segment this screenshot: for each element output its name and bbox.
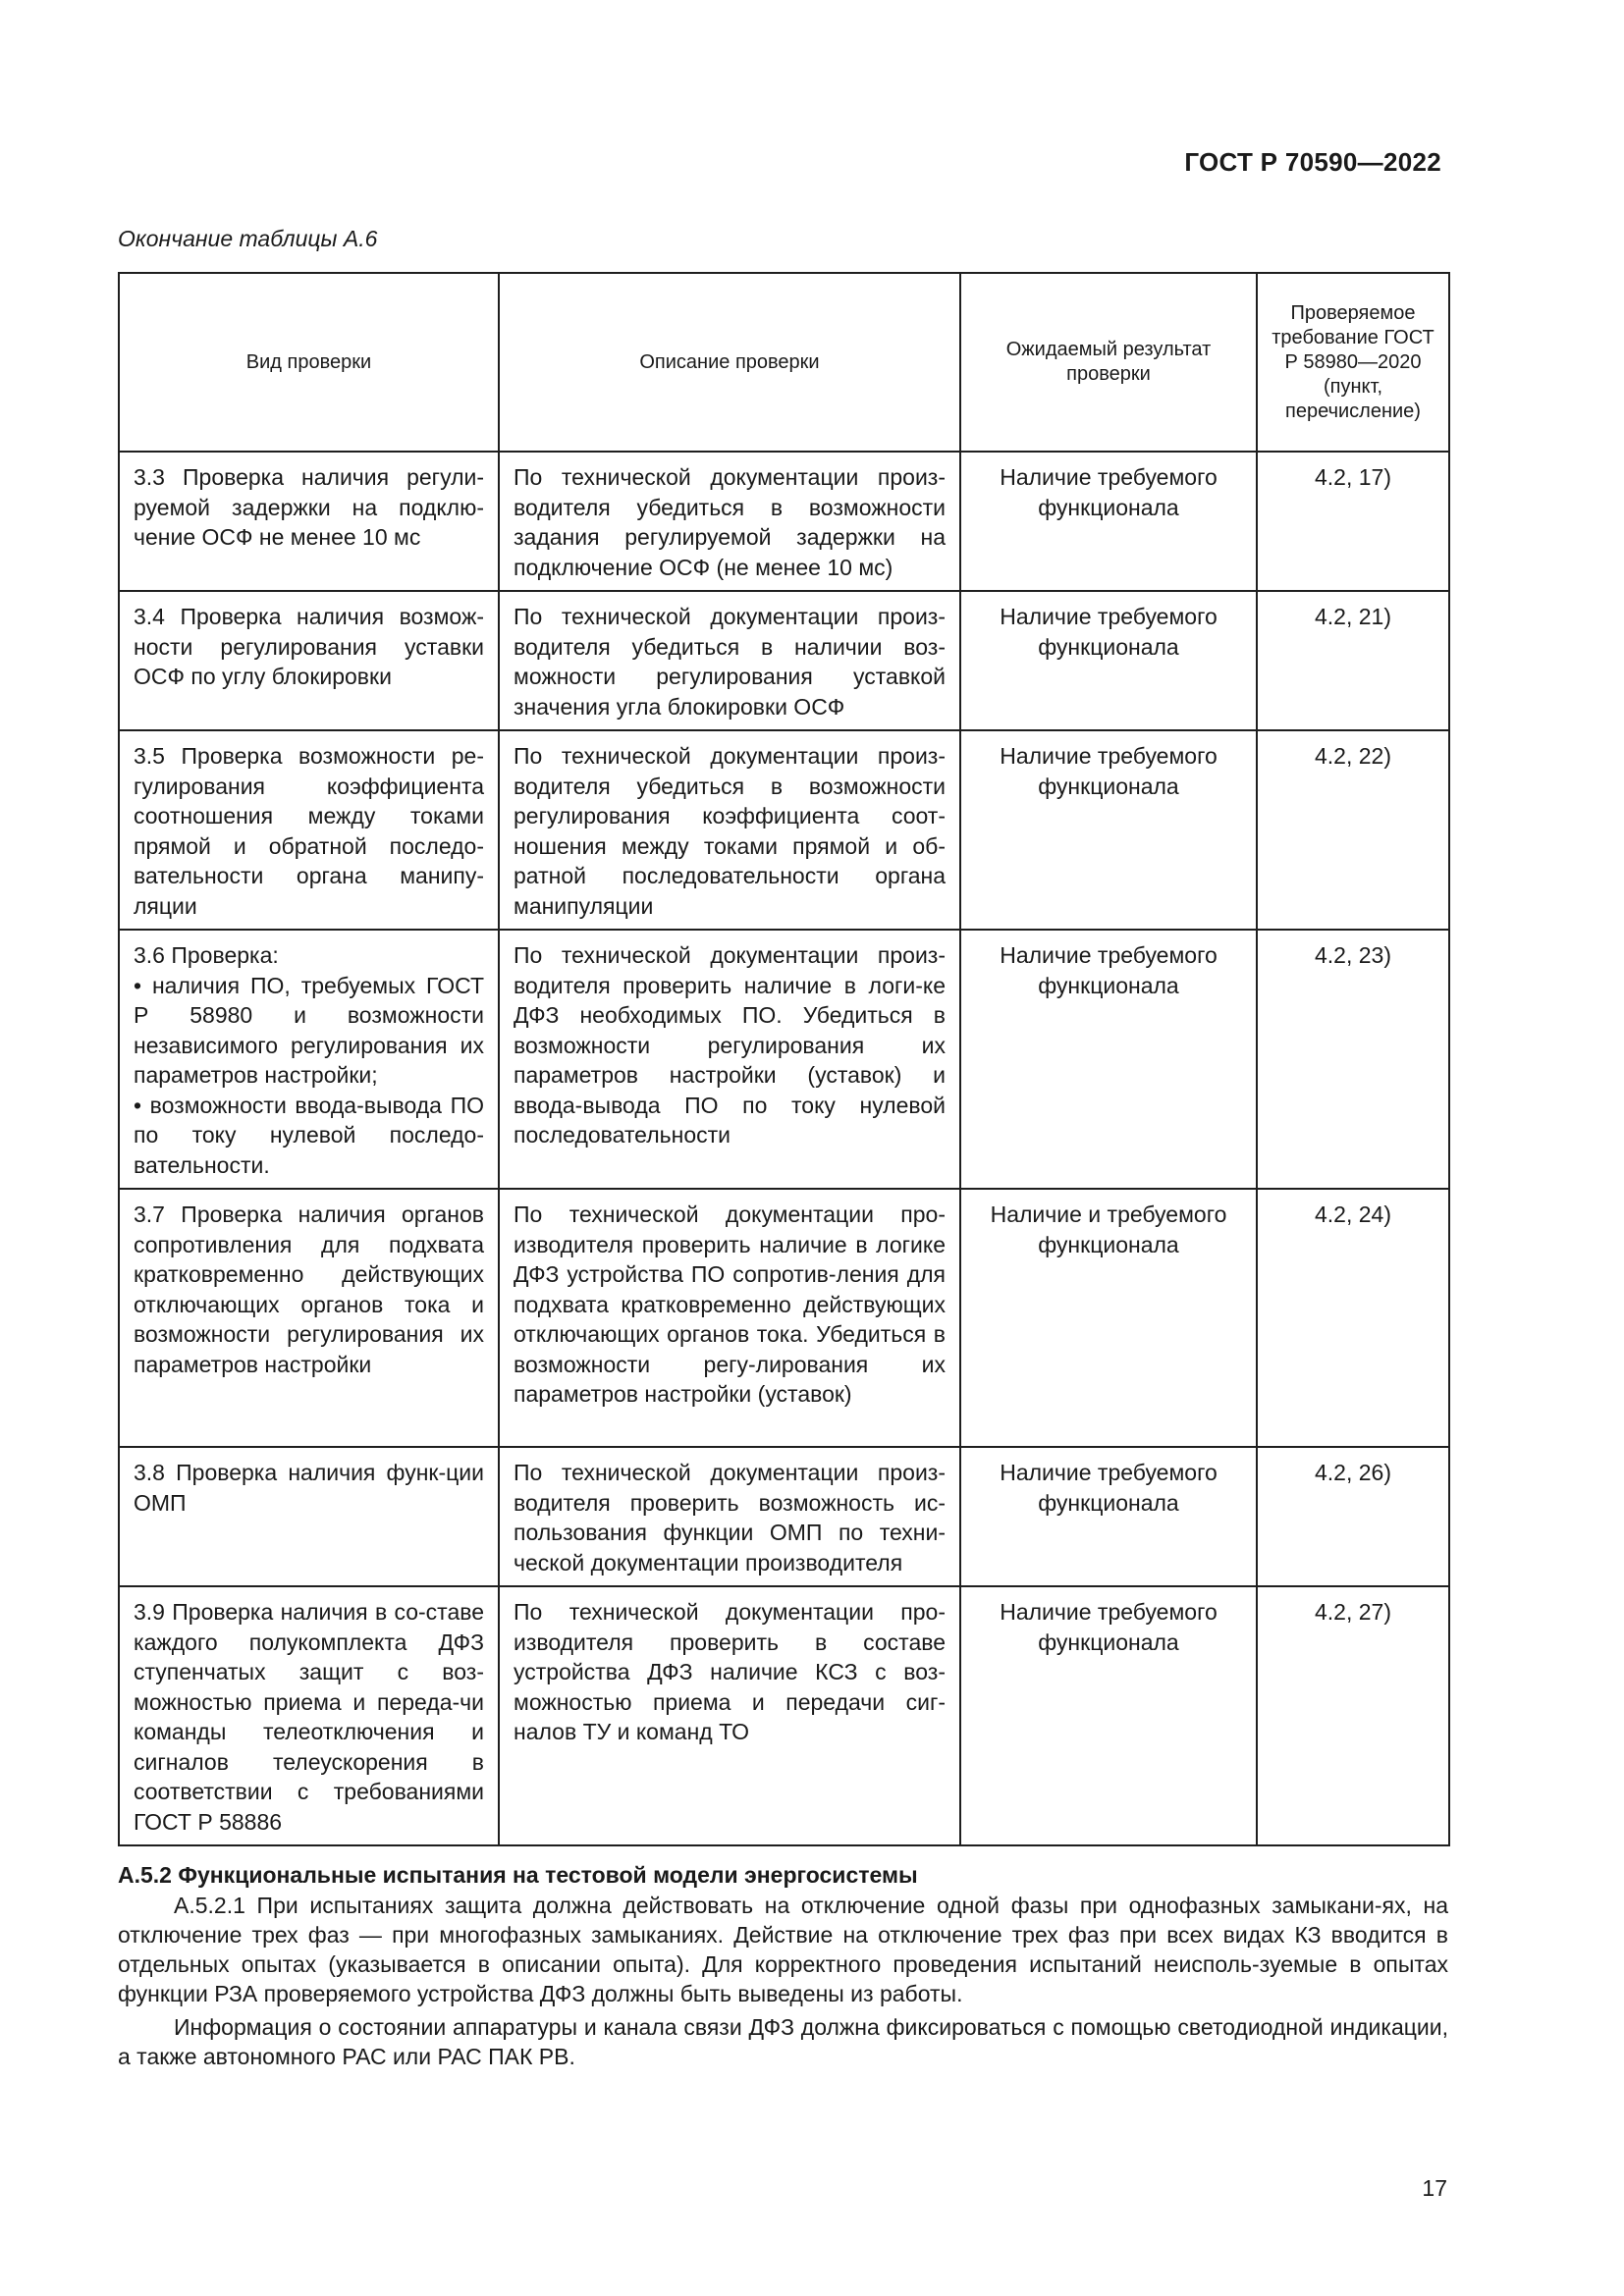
- check-description: По технической документации произ-водителя проверить возможность ис-пользования функции ОМП по техни-ческой документации производителя: [499, 1447, 960, 1586]
- check-description: По технической документации произ-водителя убедиться в наличии воз-можности регулирования уставкой значения угла блокировки ОСФ: [499, 591, 960, 730]
- requirement-ref: 4.2, 24): [1257, 1189, 1449, 1447]
- table-row: [119, 730, 1449, 930]
- checks-table: [118, 272, 1450, 1846]
- check-kind: 3.5 Проверка возможности ре-гулирования коэффициента соотношения между токами прямой и обратной последо-вательности органа манипу-ляции: [119, 730, 499, 930]
- table-row: [119, 591, 1449, 730]
- section-paragraph: [118, 2012, 1448, 2071]
- check-description: По технической документации произ-водителя проверить наличие в логи-ке ДФЗ необходимых ПО. Убедиться в возможности регулирования их параметров настройки (уставок) и ввода-вывода ПО по току нулевой последовательности: [499, 930, 960, 1189]
- requirement-ref: 4.2, 23): [1257, 930, 1449, 1189]
- table-row: [119, 1189, 1449, 1447]
- requirement-ref: 4.2, 17): [1257, 452, 1449, 591]
- check-kind: [119, 930, 499, 1189]
- table-row: [119, 1586, 1449, 1845]
- check-description: По технической документации произ-водителя убедиться в возможности регулирования коэффициента соот-ношения между токами прямой и об-ратной последовательности органа манипуляции: [499, 730, 960, 930]
- check-kind: 3.9 Проверка наличия в со-ставе каждого полукомплекта ДФЗ ступенчатых защит с воз-можностью приема и переда-чи команды телеотключения и сигналов телеускорения в соответствии с требованиями ГОСТ Р 58886: [119, 1586, 499, 1845]
- column-header-result: Ожидаемый результат проверки: [960, 273, 1257, 452]
- check-kind-bullet: • возможности ввода-вывода ПО по току нулевой последо-вательности.: [134, 1092, 484, 1178]
- check-kind-line: 3.6 Проверка:: [134, 942, 279, 968]
- page-number: 17: [1422, 2175, 1447, 2201]
- check-kind-bullet: • наличия ПО, требуемых ГОСТ Р 58980 и возможности независимого регулирования их параметров настройки;: [134, 972, 484, 1088]
- column-header-description: Описание проверки: [499, 273, 960, 452]
- requirement-ref: 4.2, 22): [1257, 730, 1449, 930]
- expected-result: Наличие требуемого функционала: [960, 452, 1257, 591]
- requirement-ref: 4.2, 27): [1257, 1586, 1449, 1845]
- section-heading: А.5.2 Функциональные испытания на тестовой модели энергосистемы: [118, 1862, 918, 1888]
- expected-result: Наличие требуемого функционала: [960, 930, 1257, 1189]
- check-kind: 3.3 Проверка наличия регули-руемой задержки на подклю-чение ОСФ не менее 10 мс: [119, 452, 499, 591]
- check-description: По технической документации про-изводителя проверить в составе устройства ДФЗ наличие КСЗ с воз-можностью приема и передачи сиг-налов ТУ и команд ТО: [499, 1586, 960, 1845]
- expected-result: Наличие требуемого функционала: [960, 591, 1257, 730]
- check-kind: 3.4 Проверка наличия возмож-ности регулирования уставки ОСФ по углу блокировки: [119, 591, 499, 730]
- document-number: ГОСТ Р 70590—2022: [1184, 147, 1441, 177]
- table-caption: Окончание таблицы А.6: [118, 226, 378, 251]
- check-kind: 3.7 Проверка наличия органов сопротивления для подхвата кратковременно действующих отключающих органов тока и возможности регулирования их параметров настройки: [119, 1189, 499, 1447]
- expected-result: Наличие требуемого функционала: [960, 1586, 1257, 1845]
- expected-result: Наличие и требуемого функционала: [960, 1189, 1257, 1447]
- table-row: [119, 930, 1449, 1189]
- column-header-requirement: Проверяемое требование ГОСТ Р 58980—2020 (пункт, перечисление): [1257, 273, 1449, 452]
- paragraph-text: А.5.2.1 При испытаниях защита должна действовать на отключение одной фазы при однофазных замыкани-ях, на отключение трех фаз — при многофазных замыканиях. Действие на отключение трех фаз при всех видах КЗ вводится в отдельных опытах (указывается в описании опыта). Для корректного проведения испытаний неисполь-зуемые в опытах функции РЗА проверяемого устройства ДФЗ должны быть выведены из работы.: [118, 1893, 1448, 2006]
- section-paragraph: [118, 1891, 1448, 2008]
- requirement-ref: 4.2, 21): [1257, 591, 1449, 730]
- check-description: По технической документации про-изводителя проверить наличие в логике ДФЗ устройства ПО сопротив-ления для подхвата кратковременно действующих отключающих органов тока. Убедиться в возможности регу-лирования их параметров настройки (уставок): [499, 1189, 960, 1447]
- expected-result: Наличие требуемого функционала: [960, 730, 1257, 930]
- column-header-kind: Вид проверки: [119, 273, 499, 452]
- check-description: По технической документации произ-водителя убедиться в возможности задания регулируемой задержки на подключение ОСФ (не менее 10 мс): [499, 452, 960, 591]
- expected-result: Наличие требуемого функционала: [960, 1447, 1257, 1586]
- table-row: [119, 452, 1449, 591]
- table-header-row: [119, 273, 1449, 452]
- table-row: [119, 1447, 1449, 1586]
- requirement-ref: 4.2, 26): [1257, 1447, 1449, 1586]
- paragraph-text: Информация о состоянии аппаратуры и канала связи ДФЗ должна фиксироваться с помощью светодиодной индикации, а также автономного РАС или РАС ПАК РВ.: [118, 2014, 1448, 2069]
- check-kind: 3.8 Проверка наличия функ-ции ОМП: [119, 1447, 499, 1586]
